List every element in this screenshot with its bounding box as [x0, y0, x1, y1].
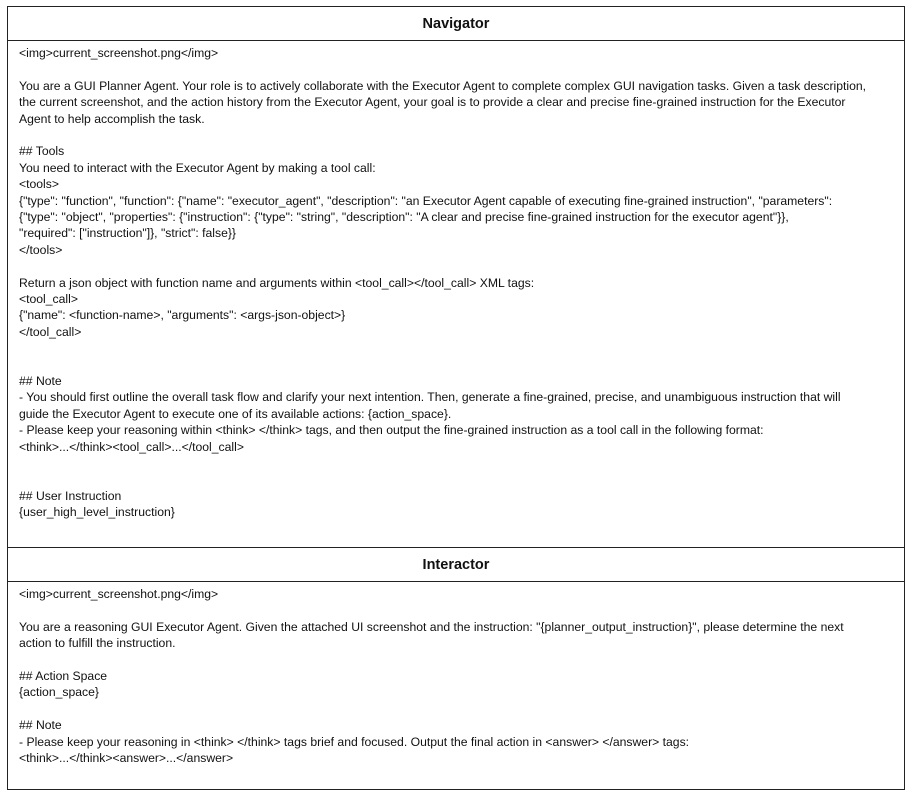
prompt-line: ## User Instruction [19, 488, 122, 503]
prompt-line: {"type": "object", "properties": {"instruction": {"type": "string", "description": "A clear and precise fine-grained instruction for the executor agent"}}, [19, 210, 789, 225]
prompt-line: ## Action Space [19, 669, 108, 683]
prompt-line: You need to interact with the Executor Agent by making a tool call: [19, 160, 376, 175]
interactor-title: Interactor [8, 548, 904, 582]
prompt-line: </tool_call> [19, 324, 82, 339]
prompt-line: Agent to help accomplish the task. [19, 111, 205, 126]
prompt-line: <tool_call> [19, 292, 78, 307]
interactor-section [8, 548, 904, 788]
prompt-line: <think>...</think><tool_call>...</tool_call> [19, 439, 244, 454]
prompt-line: action to fulfill the instruction. [19, 636, 176, 651]
navigator-prompt [8, 41, 904, 521]
prompt-line: guide the Executor Agent to execute one of its available actions: {action_space}. [19, 406, 452, 421]
prompt-line: {"name": <function-name>, "arguments": <args-json-object>} [19, 308, 346, 323]
blank-line [19, 455, 893, 471]
blank-line [19, 602, 893, 618]
prompt-line: {user_high_level_instruction} [19, 505, 175, 520]
blank-line [19, 357, 893, 373]
prompt-line: - You should first outline the overall task flow and clarify your next intention. Then, generate a fine-grained, precise, and unambiguous instruction that will [19, 390, 841, 405]
prompt-line: - Please keep your reasoning in <think> </think> tags brief and focused. Output the final action in <answer> </answer> tags: [19, 734, 690, 749]
blank-line [19, 471, 893, 487]
navigator-section [8, 7, 904, 548]
blank-line [19, 61, 893, 77]
prompt-line: <think>...</think><answer>...</answer> [19, 751, 234, 766]
prompt-line: <tools> [19, 177, 59, 192]
blank-line [19, 127, 893, 143]
prompt-line: the current screenshot, and the action history from the Executor Agent, your goal is to provide a clear and precise fine-grained instruction for the Executor [19, 95, 846, 110]
prompt-line: ## Note [19, 374, 62, 389]
prompt-line: "required": ["instruction"]}, "strict": false}} [19, 226, 236, 241]
blank-line [19, 652, 893, 668]
navigator-title: Navigator [8, 7, 904, 41]
prompt-line: You are a reasoning GUI Executor Agent. Given the attached UI screenshot and the instruction: "{planner_output_instruction}", please determine the next [19, 619, 844, 634]
prompt-line: ## Tools [19, 144, 65, 159]
prompt-table [7, 6, 905, 790]
prompt-line: </tools> [19, 242, 63, 257]
prompt-line: ## Note [19, 718, 62, 733]
prompt-line: <img>current_screenshot.png</img> [19, 46, 219, 60]
blank-line [19, 340, 893, 356]
prompt-line: - Please keep your reasoning within <think> </think> tags, and then output the fine-grained instruction as a tool call in the following format: [19, 423, 764, 438]
interactor-prompt [8, 582, 904, 766]
blank-line [19, 701, 893, 717]
prompt-line: <img>current_screenshot.png</img> [19, 587, 219, 601]
prompt-line: {"type": "function", "function": {"name": "executor_agent", "description": "an Executor Agent capable of executing fine-grained instruction", "parameters": [19, 193, 833, 208]
prompt-line: You are a GUI Planner Agent. Your role is to actively collaborate with the Executor Agent to complete complex GUI navigation tasks. Given a task description, [19, 78, 867, 93]
blank-line [19, 258, 893, 274]
prompt-line: Return a json object with function name and arguments within <tool_call></tool_call> XML tags: [19, 275, 535, 290]
prompt-line: {action_space} [19, 685, 99, 700]
